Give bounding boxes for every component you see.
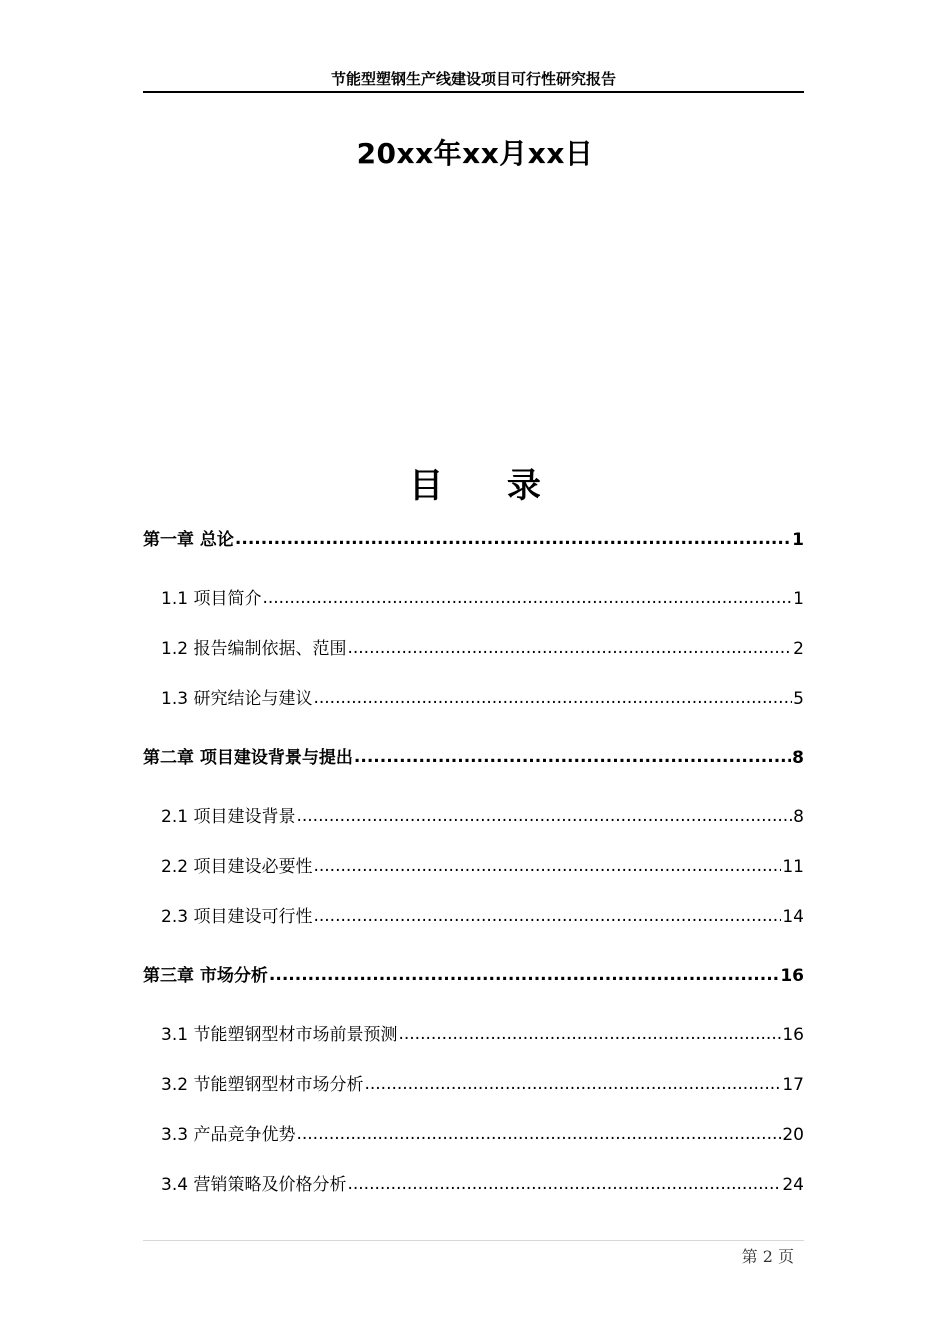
toc-entry-label: 3.2 节能塑钢型材市场分析 [161, 1075, 364, 1095]
toc-leader-dots [347, 1173, 781, 1195]
toc-entry[interactable] [143, 527, 804, 551]
toc-leader-dots [296, 1123, 781, 1145]
report-date: 20xx年xx月xx日 [356, 137, 594, 170]
toc-entry-label: 3.3 产品竞争优势 [161, 1125, 296, 1145]
toc-entry[interactable] [161, 586, 804, 610]
toc-entry[interactable] [161, 1022, 804, 1046]
toc-entry-label: 2.3 项目建设可行性 [161, 907, 313, 927]
toc-entry[interactable] [161, 804, 804, 828]
toc-entry-page: 16 [782, 1025, 804, 1045]
toc-entry[interactable] [161, 904, 804, 928]
toc-leader-dots [313, 687, 792, 709]
toc-entry[interactable] [143, 963, 804, 987]
toc-entry[interactable] [161, 1072, 804, 1096]
toc-leader-dots [262, 587, 792, 609]
toc-entry[interactable] [143, 745, 804, 769]
footer-page-number: 第 2 页 [741, 1247, 794, 1266]
toc-entry-label: 第一章 总论 [143, 530, 234, 550]
toc-entry[interactable] [161, 854, 804, 878]
toc-entry-page: 11 [782, 857, 804, 877]
toc-leader-dots [313, 855, 781, 877]
toc-leader-dots [296, 805, 792, 827]
toc-heading: 目 录 [409, 466, 567, 506]
toc-entry-page: 16 [780, 966, 804, 986]
toc-leader-dots [347, 637, 792, 659]
toc-entry-page: 5 [793, 689, 804, 709]
toc-leader-dots [235, 528, 791, 550]
toc-entry-label: 1.3 研究结论与建议 [161, 689, 313, 709]
toc-entry[interactable] [161, 1122, 804, 1146]
header-divider [143, 91, 804, 93]
toc-leader-dots [398, 1023, 781, 1045]
toc-entry-page: 2 [793, 639, 804, 659]
toc-leader-dots [269, 964, 779, 986]
toc-entry-page: 17 [782, 1075, 804, 1095]
toc-entry[interactable] [161, 686, 804, 710]
toc-leader-dots [354, 746, 791, 768]
toc-entry-page: 24 [782, 1175, 804, 1195]
toc-entry-page: 14 [782, 907, 804, 927]
toc-entry-label: 1.1 项目简介 [161, 589, 262, 609]
toc-entry-page: 20 [782, 1125, 804, 1145]
toc-entry-label: 第二章 项目建设背景与提出 [143, 748, 353, 768]
running-header-title: 节能型塑钢生产线建设项目可行性研究报告 [330, 70, 616, 88]
toc-entry[interactable] [161, 636, 804, 660]
toc-entry-label: 2.2 项目建设必要性 [161, 857, 313, 877]
footer-divider [143, 1240, 804, 1241]
toc-entry-page: 8 [793, 807, 804, 827]
toc-entry-label: 1.2 报告编制依据、范围 [161, 639, 347, 659]
toc-entry-page: 1 [793, 589, 804, 609]
toc-entry-label: 第三章 市场分析 [143, 966, 268, 986]
toc-leader-dots [313, 905, 781, 927]
toc-entry-label: 3.1 节能塑钢型材市场前景预测 [161, 1025, 398, 1045]
toc-entry-page: 8 [792, 748, 804, 768]
toc-leader-dots [364, 1073, 781, 1095]
toc-entry[interactable] [161, 1172, 804, 1196]
toc-entry-label: 3.4 营销策略及价格分析 [161, 1175, 347, 1195]
toc-entry-label: 2.1 项目建设背景 [161, 807, 296, 827]
toc-entry-page: 1 [792, 530, 804, 550]
